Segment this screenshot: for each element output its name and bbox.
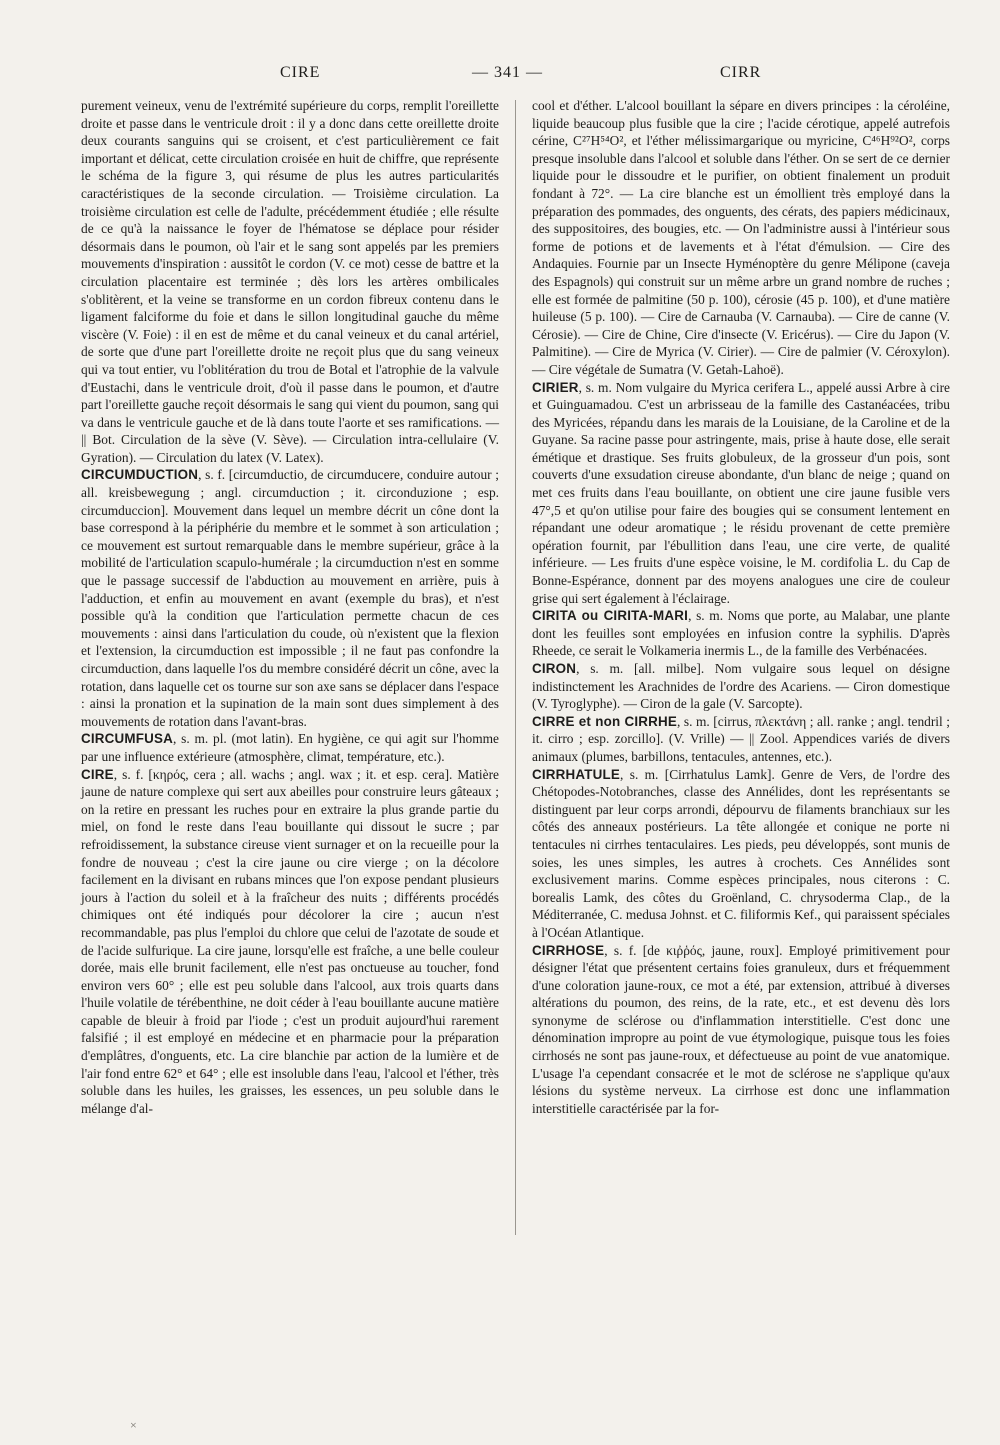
- headword: CIRRHOSE: [532, 942, 605, 958]
- entry-circumfusa: CIRCUMFUSA, s. m. pl. (mot latin). En hygiène, ce qui agit sur l'homme par une influence extérieure (atmosphère, climat, température, etc.).: [81, 731, 499, 764]
- entry-ciron: CIRON, s. m. [all. milbe]. Nom vulgaire sous lequel on désigne indistinctement les Arachnides de l'ordre des Acariens. — Ciron domestique (V. Tyroglyphe). — Ciron de la gale (V. Sarcopte).: [532, 661, 950, 712]
- entry-cire-continued: cool et d'éther. L'alcool bouillant la sépare en divers principes : la céroléine, liquide beaucoup plus fusible que la cire ; l'acide cérotique, appelé autrefois cérine, C²⁷H⁵⁴O², et l'éther mélissimargarique ou myricine, C⁴⁶H⁹²O², corps presque insoluble dans l'alcool et soluble dans l'éther. On se sert de ce dernier liquide pour le dissoudre et le purifier, on obtient finalement un produit fondant à 72°. — La cire blanche est un émollient très employé dans la préparation des pommades, des onguents, des cérats, des papiers médicinaux, des suppositoires, des bougies, etc. — On l'administre aussi à l'intérieur sous forme de potions et de lavements et à l'état d'émulsion. — Cire des Andaquies. Fournie par un Insecte Hyménoptère du genre Mélipone (caveja des Espagnols) qui construit sur un même arbre un grand nombre de ruches ; elle est formée de palmitine (50 p. 100), cérosie (45 p. 100), et d'une matière huileuse (5 p. 100). — Cire de Carnauba (V. Carnauba). — Cire de canne (V. Cérosie). — Cire de Chine, Cire d'insecte (V. Ericérus). — Cire du Japon (V. Palmitine). — Cire de Myrica (V. Cirier). — Cire de palmier (V. Céroxylon). — Cire végétale de Sumatra (V. Getah-Lahoë).: [532, 98, 950, 377]
- running-head-left: CIRE: [280, 64, 321, 81]
- headword: CIRCUMFUSA: [81, 731, 174, 747]
- entry-cirre: CIRRE et non CIRRHE, s. m. [cirrus, πλεκτάνη ; all. ranke ; angl. tendril ; it. cirro ; esp. zorcillo]. (V. Vrille) — || Zool. Appendices variés de divers animaux (plumes, barbillons, tentacules, antennes, etc.).: [532, 713, 951, 764]
- entry-circumduction: CIRCUMDUCTION, s. f. [circumductio, de circumducere, conduire autour ; all. kreisbewegung ; angl. circumduction ; it. circonduzione ; esp. circumduccion]. Mouvement dans lequel un membre décrit un cône dont la base correspond à la périphérie du membre et le sommet à son articulation ; ce mouvement est surtout remarquable dans le membre supérieur, grâce à la mobilité de l'articulation scapulo-humérale ; la circumduction n'est en somme que le passage successif de l'abduction au mouvement en arrière, puis à l'adduction, et enfin au mouvement en avant (exemple du bras), et n'est possible qu'à la condition que l'articulation permette chacun de ces mouvements : ainsi dans l'articulation du coude, où n'existent que la flexion et l'extension, la circumduction est impossible ; il ne faut pas confondre la circumduction, dans laquelle l'os du membre considéré décrit un cône, avec la rotation, dans laquelle cet os tourne sur son axe sans se déplacer dans l'espace : ainsi la pronation et la supination de la main sont dues simplement à des mouvements de rotation dans l'avant-bras.: [81, 467, 499, 729]
- right-column: [532, 97, 950, 1117]
- headword: CIRRHATULE: [532, 766, 621, 782]
- page-number: — 341 —: [472, 64, 543, 81]
- entry-cire: CIRE, s. f. [κηρός, cera ; all. wachs ; angl. wax ; it. et esp. cera]. Matière jaune de nature complexe qui sert aux abeilles pour construire leurs gâteaux ; on la retire en pressant les ruches pour en extraire la plus grande partie du miel, on fond le reste dans l'eau bouillante qui dissout le sucre ; par refroidissement, la substance cireuse vient surnager et on la recueille pour la fondre de nouveau ; c'est la cire jaune ou cire vierge ; on la décolore facilement en la divisant en rubans minces que l'on expose pendant plusieurs jours à l'action du soleil et à la fraîcheur des nuits ; différents procédés chimiques ont été indiqués pour décolorer la cire ; aucun n'est recommandable, pas plus l'emploi du chlore que celui de l'azotate de soude et de l'acide sulfurique. La cire jaune, lorsqu'elle est fraîche, a une belle couleur dorée, mais elle brunit facilement, elle n'est pas onctueuse au toucher, fond environ vers 60° ; elle est peu soluble dans l'alcool, aux trois quarts dans l'huile volatile de térébenthine, ne doit céder à l'eau bouillante aucune matière capable de bleuir à froid par l'iode ; c'est un produit aujourd'hui rarement falsifié ; il est employé en médecine et en pharmacie pour la préparation d'emplâtres, d'onguents, etc. La cire blanchie par action de la lumière et de l'air fond entre 62° et 64° ; elle est insoluble dans l'eau, l'alcool et l'éther, très soluble dans les huiles, les graisses, les essences, un peu soluble dans le mélange d'al-: [81, 766, 499, 1116]
- headword: CIRON: [532, 661, 577, 676]
- entry-cirier: CIRIER, s. m. Nom vulgaire du Myrica cerifera L., appelé aussi Arbre à cire et Guinguamadou. C'est un arbrisseau de la famille des Castanéacées, tribu des Myricées, répandu dans les marais de la Louisiane, de la Caroline et de la Guyane. Sa racine passe pour astringente, mais, prise à haute dose, elle serait émétique et drastique. Ses fruits globuleux, de la grosseur d'un pois, sont couverts d'une exsudation cireuse abondante, d'un blanc de neige ; quand on met ces fruits dans l'eau bouillante, on obtient une cire jaune fusible vers 47°,5 et qu'on utilise pour faire des bougies qui se consument lentement en répandant une odeur aromatique ; le résidu provenant de cette première opération fournit, par l'ébullition dans l'eau, une cire verte, de qualité inférieure. — Les fruits d'une espèce voisine, le M. cordifolia L. du Cap de Bonne-Espérance, donnent par des moyens analogues une cire de couleur grise qui sert également à l'éclairage.: [532, 379, 950, 606]
- headword: CIRITA ou CIRITA-MARI: [532, 608, 689, 624]
- headword: CIRCUMDUCTION: [81, 467, 199, 483]
- column-divider: [515, 100, 516, 1235]
- continuation-paragraph: purement veineux, venu de l'extrémité supérieure du corps, remplit l'oreillette droite et passe dans le ventricule droit : il y a donc dans cette oreillette droite deux courants sanguins qui se croisent, et c'est particulièrement ce fait important et délicat, cette circulation croisée en huit de chiffre, que représente le schéma de la figure 3, qui résume de plus les autres particularités caractéristiques de la seconde circulation. — Troisième circulation. La troisième circulation est celle de l'adulte, précédemment étudiée ; elle résulte de ce qu'à la naissance le foyer de l'hématose se déplace pour résider désormais dans le poumon, où l'air et le sang sont appelés par les premiers mouvements d'inspiration : aussitôt le cordon (V. ce mot) cesse de battre et la circulation placentaire est terminée ; dès lors les artères ombilicales s'oblitèrent, et la veine se transforme en un cordon fibreux contenu dans le ligament falciforme du foie et dans le sillon longitudinal gauche du même viscère (V. Foie) : il en est de même et du canal veineux et du canal artériel, de sorte que d'une part l'oreillette droite ne reçoit plus que du sang veineux qui va tout entier, vu l'oblitération du trou de Botal et l'atrophie de la valvule d'Eustachi, dans le ventricule droit, d'où il passe dans le poumon, et d'autre part l'oreillette gauche reçoit désormais le sang qui vient du poumon, sang qui va dans le ventricule gauche et de là dans toute l'aorte et ses ramifications. — || Bot. Circulation de la sève (V. Sève). — Circulation intra-cellulaire (V. Gyration). — Circulation du latex (V. Latex).: [81, 98, 499, 465]
- running-head: [80, 64, 956, 88]
- headword: CIRE: [81, 766, 114, 782]
- entry-cirrhatule: CIRRHATULE, s. m. [Cirrhatulus Lamk]. Genre de Vers, de l'ordre des Chétopodes-Notobranches, classe des Annélides, dont les représentants se distinguent par leur corps arrondi, dépourvu de filaments branchiaux sur les côtés des anneaux postérieurs. La tête allongée et conique ne porte ni tentacules ni cirrhes tentaculaires. Les pieds, peu développés, sont munis de soies, les unes simples, les autres à crochets. Ces Annélides sont exclusivement marins. Comme espèces principales, nous citerons : C. borealis Lamk, des côtes du Groënland, C. chrysoderma Clap., de la Méditerranée, C. medusa Johnst. et C. filiformis Kef., qui paraissent spéciales à l'Océan Atlantique.: [532, 766, 950, 940]
- entry-cirrhose: CIRRHOSE, s. f. [de κιῤῥός, jaune, roux]. Employé primitivement pour désigner l'état que présentent certains foies granuleux, durs et fréquemment d'une coloration jaune-roux, ce mot a été, par extension, attribué à diverses altérations du poumon, des reins, de la rate, etc., et est devenu dès lors synonyme de sclérose ou d'inflammation interstitielle. C'est donc une dénomination impropre au point de vue étymologique, puisque tous les foies cirrhosés ne sont pas jaune-roux, et défectueuse au point de vue anatomique. L'usage l'a cependant consacrée et le mot de sclérose ne s'applique qu'aux lésions du système nerveux. La cirrhose est donc une inflammation interstitielle caractérisée par la for-: [532, 942, 950, 1116]
- entry-cirita: CIRITA ou CIRITA-MARI, s. m. Noms que porte, au Malabar, une plante dont les feuilles sont employées en infusion contre la syphilis. D'après Rheede, ce serait le Volkameria inermis L., de la famille des Verbénacées.: [532, 608, 950, 659]
- headword: CIRIER: [532, 379, 579, 395]
- left-column: [81, 97, 499, 1117]
- headword: CIRRE et non CIRRHE: [532, 713, 677, 729]
- print-mark: ×: [130, 1418, 137, 1432]
- running-head-right: CIRR: [720, 64, 762, 81]
